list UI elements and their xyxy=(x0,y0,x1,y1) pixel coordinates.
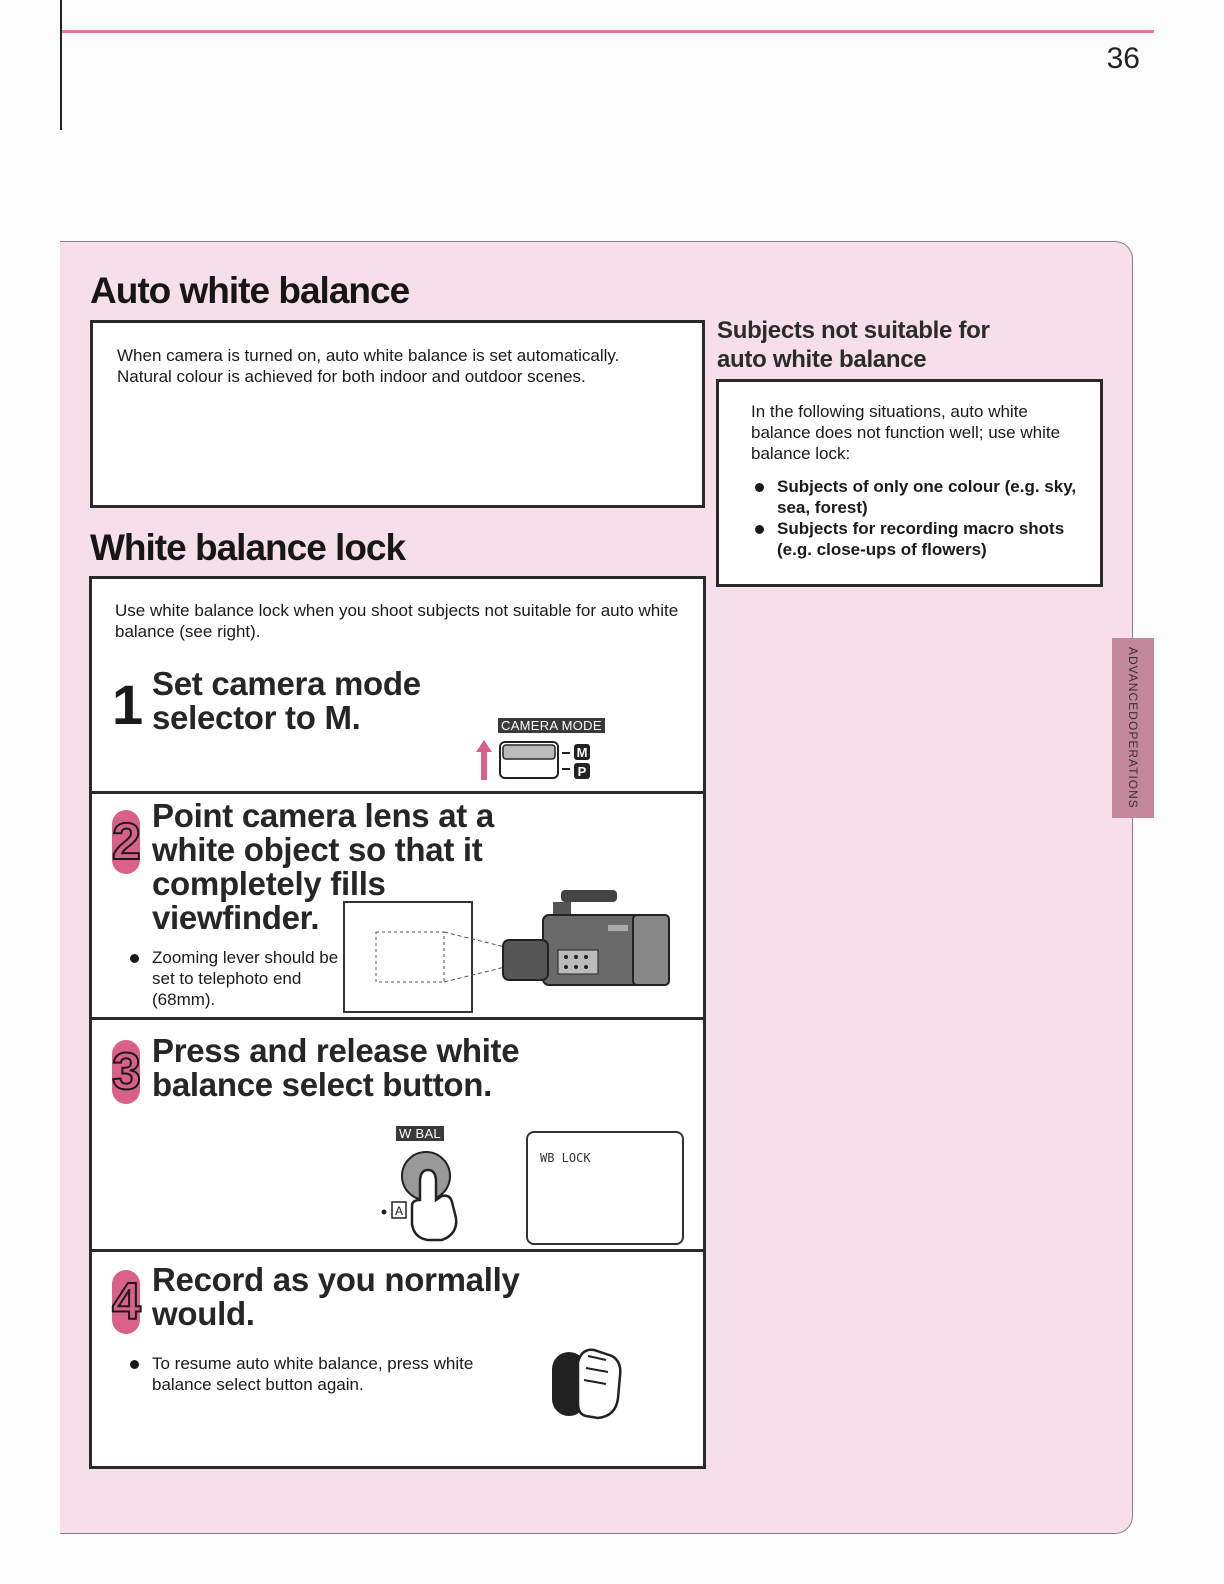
viewfinder-display xyxy=(526,1131,684,1245)
auto-wb-text: When camera is turned on, auto white balance is set automatically. Natural colour is achieved for both indoor and outdoor scenes. xyxy=(117,346,620,386)
white-object-card xyxy=(344,902,472,1012)
wb-lock-intro: Use white balance lock when you shoot subjects not suitable for auto white balance (see right). xyxy=(115,601,679,641)
step-2-title: Point camera lens at a white object so that it completely fills viewfinder. xyxy=(152,797,494,936)
wb-lock-indicator: WB LOCK xyxy=(540,1151,591,1165)
camcorder-icon xyxy=(503,890,669,985)
not-suitable-box xyxy=(716,379,1103,587)
list-item: To resume auto white balance, press white balance select button again. xyxy=(126,1353,486,1395)
step-4-number: 4 xyxy=(112,1270,140,1334)
pressing-hand-icon xyxy=(578,1350,620,1418)
step-3-number: 3 xyxy=(112,1040,140,1104)
camera-mode-label: CAMERA MODE xyxy=(498,718,605,733)
step-divider xyxy=(92,791,704,794)
mode-p-letter: P xyxy=(577,764,587,779)
step-divider xyxy=(92,1017,704,1020)
section-tab[interactable] xyxy=(1112,638,1154,818)
w-bal-label: W BAL xyxy=(396,1126,444,1141)
top-rule xyxy=(62,30,1154,33)
step-3-title: Press and release white balance select button. xyxy=(152,1032,520,1103)
list-item: Subjects of only one colour (e.g. sky, sea, forest) xyxy=(751,476,1086,518)
section-tab-label: ADVANCED OPERATIONS xyxy=(1126,647,1140,809)
binding-edge xyxy=(60,0,62,130)
step-2-notes xyxy=(126,947,341,1010)
start-stop-button-illustration xyxy=(548,1342,630,1422)
wb-lock-heading: White balance lock xyxy=(90,527,406,568)
list-item: Subjects for recording macro shots (e.g. close-ups of flowers) xyxy=(751,518,1086,560)
auto-wb-heading: Auto white balance xyxy=(90,270,410,311)
auto-mode-letter: A xyxy=(394,1204,404,1218)
not-suitable-list xyxy=(751,476,1086,560)
viewfinder-camera-illustration xyxy=(343,885,678,1015)
mode-switch-knob xyxy=(503,745,555,759)
w-bal-button-illustration xyxy=(378,1142,468,1246)
step-1-number: 1 xyxy=(112,673,144,736)
step-divider xyxy=(92,1249,704,1252)
auto-wb-box xyxy=(90,320,705,508)
step-1-title: Set camera mode selector to M. xyxy=(152,665,421,736)
list-item: Zooming lever should be set to telephoto end (68mm). xyxy=(126,947,341,1010)
not-suitable-heading: Subjects not suitable for auto white balance xyxy=(717,317,990,373)
not-suitable-intro: In the following situations, auto white balance does not function well; use white balance lock: xyxy=(751,402,1061,463)
mode-m-letter: M xyxy=(576,745,588,760)
step-4-title: Record as you normally would. xyxy=(152,1261,520,1332)
camera-mode-switch-illustration xyxy=(470,736,610,786)
step-2-number: 2 xyxy=(112,810,140,874)
arrow-up-icon xyxy=(476,740,492,780)
page-number: 36 xyxy=(1106,42,1140,75)
step-4-notes xyxy=(126,1353,486,1395)
